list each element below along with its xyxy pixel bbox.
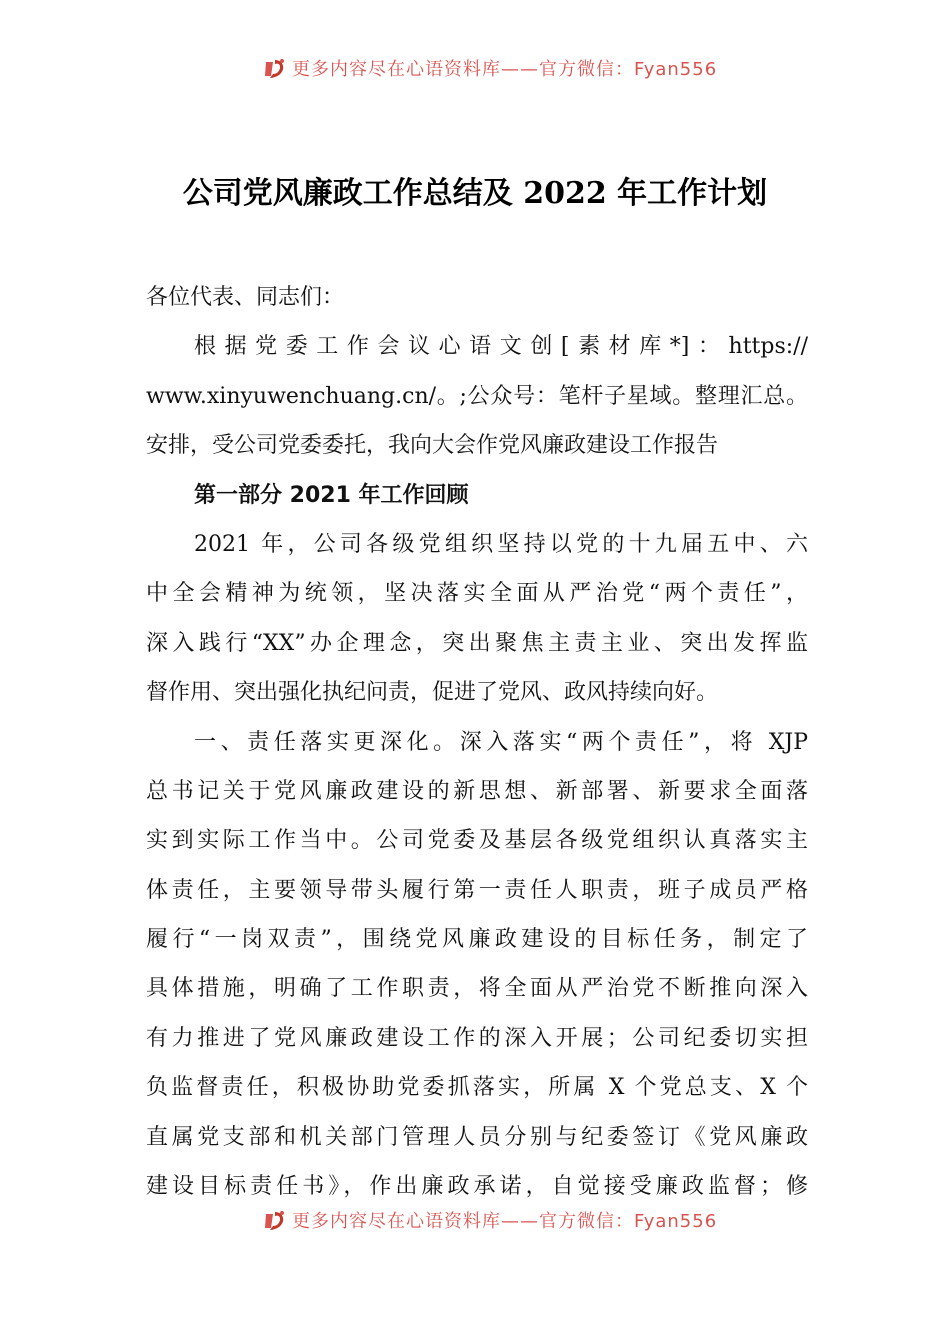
paragraph-line: 安排，受公司党委委托，我向大会作党风廉政建设工作报告 <box>146 433 719 459</box>
brand-logo-icon <box>262 1208 288 1234</box>
paragraph-line: 直属党支部和机关部门管理人员分别与纪委签订《党风廉政 <box>146 1124 808 1150</box>
brand-logo-icon <box>262 56 288 82</box>
document-title: 公司党风廉政工作总结及 2022 年工作计划 <box>182 176 768 211</box>
paragraph-line: 负监督责任，积极协助党委抓落实，所属 X 个党总支、X 个 <box>146 1075 808 1101</box>
paragraph-line: 2021 年，公司各级党组织坚持以党的十九届五中、六 <box>194 531 808 557</box>
paragraph-line: 具体措施，明确了工作职责，将全面从严治党不断推向深入 <box>146 976 808 1002</box>
paragraph-line: www.xinyuwenchuang.cn/。;公众号：笔杆子星域。整理汇总。 <box>146 383 808 409</box>
paragraph-line: 中全会精神为统领，坚决落实全面从严治党“两个责任”， <box>146 581 808 607</box>
paragraph-line: 履行“一岗双责”，围绕党风廉政建设的目标任务，制定了 <box>146 927 808 953</box>
watermark-text: 更多内容尽在心语资料库——官方微信：Fyan556 <box>292 1211 718 1232</box>
paragraph-line: 有力推进了党风廉政建设工作的深入开展；公司纪委切实担 <box>146 1025 808 1051</box>
paragraph-line: 建设目标责任书》，作出廉政承诺，自觉接受廉政监督；修 <box>146 1174 808 1200</box>
watermark-bottom <box>262 1208 742 1234</box>
watermark-text: 更多内容尽在心语资料库——官方微信：Fyan556 <box>292 59 718 80</box>
paragraph-line: 总书记关于党风廉政建设的新思想、新部署、新要求全面落 <box>146 778 808 804</box>
paragraph-line: 根据党委工作会议心语文创[素材库*]：https:// <box>194 334 808 360</box>
paragraph-line: 实到实际工作当中。公司党委及基层各级党组织认真落实主 <box>146 828 808 854</box>
paragraph-line: 体责任，主要领导带头履行第一责任人职责，班子成员严格 <box>146 877 808 903</box>
paragraph-line: 督作用、突出强化执纪问责，促进了党风、政风持续向好。 <box>146 680 719 706</box>
salutation: 各位代表、同志们： <box>146 285 345 310</box>
paragraph-line: 深入践行“XX”办企理念，突出聚焦主责主业、突出发挥监 <box>146 630 808 656</box>
section-heading: 第一部分 2021 年工作回顾 <box>194 482 469 508</box>
paragraph-line: 一、责任落实更深化。深入落实“两个责任”，将 XJP <box>194 729 808 755</box>
watermark-top <box>262 56 742 82</box>
document-body <box>146 273 808 1211</box>
